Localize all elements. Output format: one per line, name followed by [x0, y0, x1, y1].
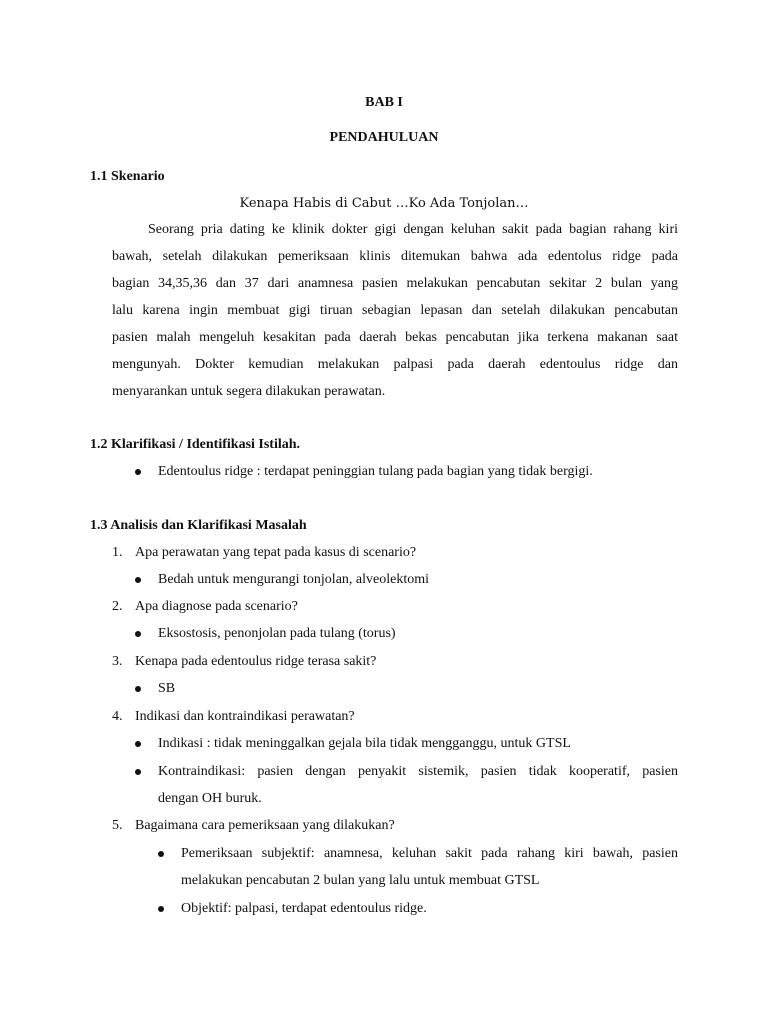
answer-3: SB — [158, 681, 176, 696]
list-item: Edentoulus ridge : terdapat peninggian tulang pada bagian yang tidak bergigi. — [158, 464, 593, 479]
question-1: Apa perawatan yang tepat pada kasus di scenario? — [135, 545, 417, 560]
bullet-icon — [135, 686, 141, 692]
scenario-title: Kenapa Habis di Cabut …Ko Ada Tonjolan… — [239, 196, 529, 211]
chapter-label: BAB I — [365, 95, 403, 110]
scenario-line-2: bawah, setelah dilakukan pemeriksaan klinis ditemukan bahwa ada edentolus ridge pada — [112, 249, 678, 264]
answer-4-kontraindikasi-cont: dengan OH buruk. — [158, 791, 262, 806]
bullet-icon — [158, 851, 164, 857]
question-5: Bagaimana cara pemeriksaan yang dilakukan? — [135, 818, 395, 833]
bullet-icon — [158, 906, 164, 912]
bullet-icon — [135, 577, 141, 583]
section-heading-skenario: 1.1 Skenario — [90, 169, 165, 184]
chapter-title: PENDAHULUAN — [329, 130, 439, 145]
scenario-line-7: menyarankan untuk segera dilakukan perawatan. — [112, 384, 386, 399]
answer-1: Bedah untuk mengurangi tonjolan, alveolektomi — [158, 572, 429, 587]
scenario-line-5: pasien malah mengeluh kesakitan pada daerah bekas pencabutan jika terkena makanan saat — [112, 330, 678, 345]
section-heading-klarifikasi: 1.2 Klarifikasi / Identifikasi Istilah. — [90, 437, 301, 452]
bullet-icon — [135, 631, 141, 637]
answer-5-subjektif-cont: melakukan pencabutan 2 bulan yang lalu untuk membuat GTSL — [181, 873, 540, 888]
bullet-icon — [135, 741, 141, 747]
question-2: Apa diagnose pada scenario? — [135, 599, 298, 614]
list-number: 5. — [112, 818, 123, 833]
bullet-icon — [135, 769, 141, 775]
list-number: 2. — [112, 599, 123, 614]
list-number: 4. — [112, 709, 123, 724]
question-4: Indikasi dan kontraindikasi perawatan? — [135, 709, 355, 724]
answer-4-indikasi: Indikasi : tidak meninggalkan gejala bila tidak mengganggu, untuk GTSL — [158, 736, 571, 751]
answer-5-objektif: Objektif: palpasi, terdapat edentoulus ridge. — [181, 901, 427, 916]
section-heading-analisis: 1.3 Analisis dan Klarifikasi Masalah — [90, 518, 307, 533]
scenario-line-1: Seorang pria dating ke klinik dokter gigi dengan keluhan sakit pada bagian rahang kiri — [148, 222, 678, 237]
answer-5-subjektif: Pemeriksaan subjektif: anamnesa, keluhan sakit pada rahang kiri bawah, pasien — [181, 846, 678, 861]
bullet-icon — [135, 469, 141, 475]
question-3: Kenapa pada edentoulus ridge terasa sakit? — [135, 654, 377, 669]
list-number: 3. — [112, 654, 123, 669]
list-number: 1. — [112, 545, 123, 560]
answer-2: Eksostosis, penonjolan pada tulang (torus) — [158, 626, 396, 641]
scenario-line-3: bagian 34,35,36 dan 37 dari anamnesa pasien melakukan pencabutan sekitar 2 bulan yang — [112, 276, 678, 291]
scenario-line-6: mengunyah. Dokter kemudian melakukan palpasi pada daerah edentoulus ridge dan — [112, 357, 678, 372]
scenario-line-4: lalu karena ingin membuat gigi tiruan sebagian lepasan dan setelah dilakukan pencabutan — [112, 303, 678, 318]
answer-4-kontraindikasi: Kontraindikasi: pasien dengan penyakit sistemik, pasien tidak kooperatif, pasien — [158, 764, 678, 779]
